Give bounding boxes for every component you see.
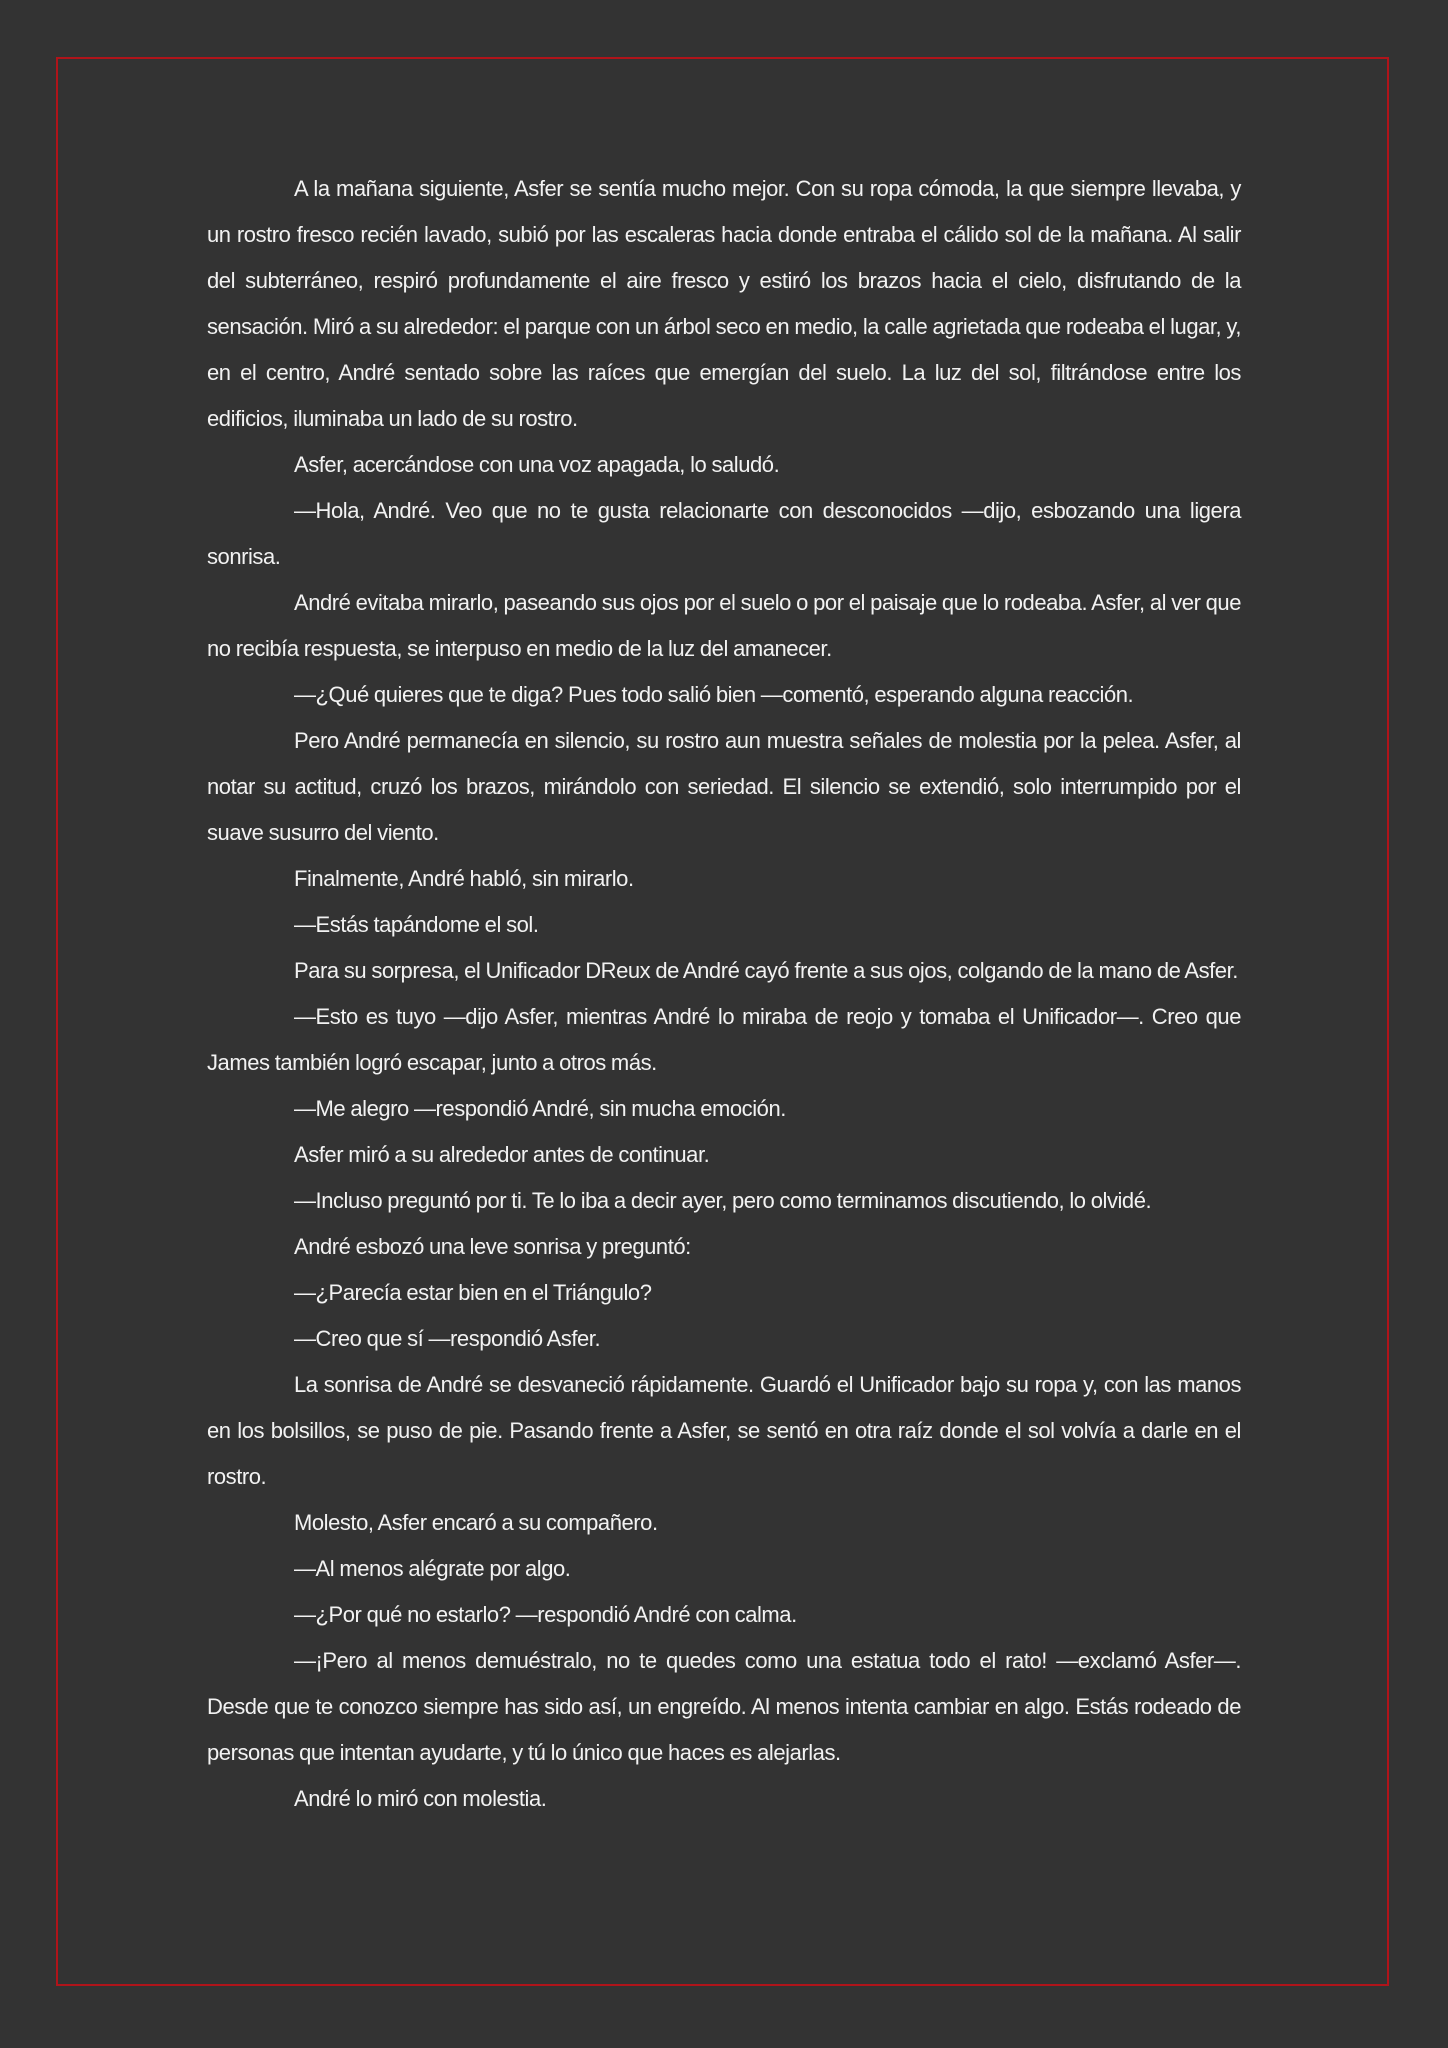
paragraph: —Estás tapándome el sol.: [294, 912, 539, 937]
paragraph: André evitaba mirarlo, paseando sus ojos por el suelo o por el paisaje que lo rodeaba. Asfer, al ver que no recibía respuesta, se interpuso en medio de la luz del amanecer.: [207, 590, 1241, 661]
paragraph: —Hola, André. Veo que no te gusta relacionarte con desconocidos —dijo, esbozando una ligera sonrisa.: [207, 498, 1241, 569]
paragraph: Finalmente, André habló, sin mirarlo.: [294, 866, 634, 891]
paragraph: —¿Qué quieres que te diga? Pues todo salió bien —comentó, esperando alguna reacción.: [294, 682, 1134, 707]
paragraph: —¡Pero al menos demuéstralo, no te quedes como una estatua todo el rato! —exclamó Asfer—. Desde que te conozco siempre has sido así, un engreído. Al menos intenta cambiar en algo. Estás rodeado de personas que intentan ayudarte, y tú lo único que haces es alejarlas.: [207, 1648, 1241, 1765]
paragraph: Para su sorpresa, el Unificador DReux de André cayó frente a sus ojos, colgando de la mano de Asfer.: [294, 958, 1238, 983]
paragraph: Asfer miró a su alrededor antes de continuar.: [294, 1142, 710, 1167]
paragraph: Molesto, Asfer encaró a su compañero.: [294, 1510, 658, 1535]
paragraph: Pero André permanecía en silencio, su rostro aun muestra señales de molestia por la pelea. Asfer, al notar su actitud, cruzó los brazos, mirándolo con seriedad. El silencio se extendió, solo interrumpido por el suave susurro del viento.: [207, 728, 1241, 845]
paragraph: A la mañana siguiente, Asfer se sentía mucho mejor. Con su ropa cómoda, la que siempre llevaba, y un rostro fresco recién lavado, subió por las escaleras hacia donde entraba el cálido sol de la mañana. Al salir del subterráneo, respiró profundamente el aire fresco y estiró los brazos hacia el cielo, disfrutando de la sensación. Miró a su alrededor: el parque con un árbol seco en medio, la calle agrietada que rodeaba el lugar, y, en el centro, André sentado sobre las raíces que emergían del suelo. La luz del sol, filtrándose entre los edificios, iluminaba un lado de su rostro.: [207, 176, 1241, 431]
paragraph: —Me alegro —respondió André, sin mucha emoción.: [294, 1096, 786, 1121]
paragraph: —Incluso preguntó por ti. Te lo iba a decir ayer, pero como terminamos discutiendo, lo olvidé.: [294, 1188, 1152, 1213]
paragraph: André esbozó una leve sonrisa y preguntó:: [294, 1234, 691, 1259]
paragraph: André lo miró con molestia.: [294, 1786, 547, 1811]
paragraph: —¿Parecía estar bien en el Triángulo?: [294, 1280, 652, 1305]
paragraph: La sonrisa de André se desvaneció rápidamente. Guardó el Unificador bajo su ropa y, con las manos en los bolsillos, se puso de pie. Pasando frente a Asfer, se sentó en otra raíz donde el sol volvía a darle en el rostro.: [207, 1372, 1241, 1489]
paragraph: —Esto es tuyo —dijo Asfer, mientras André lo miraba de reojo y tomaba el Unificador—. Creo que James también logró escapar, junto a otros más.: [207, 1004, 1241, 1075]
paragraph: —Al menos alégrate por algo.: [294, 1556, 571, 1581]
story-text: [207, 166, 1241, 1822]
paragraph: —¿Por qué no estarlo? —respondió André con calma.: [294, 1602, 797, 1627]
paragraph: Asfer, acercándose con una voz apagada, lo saludó.: [294, 452, 780, 477]
paragraph: —Creo que sí —respondió Asfer.: [294, 1326, 601, 1351]
